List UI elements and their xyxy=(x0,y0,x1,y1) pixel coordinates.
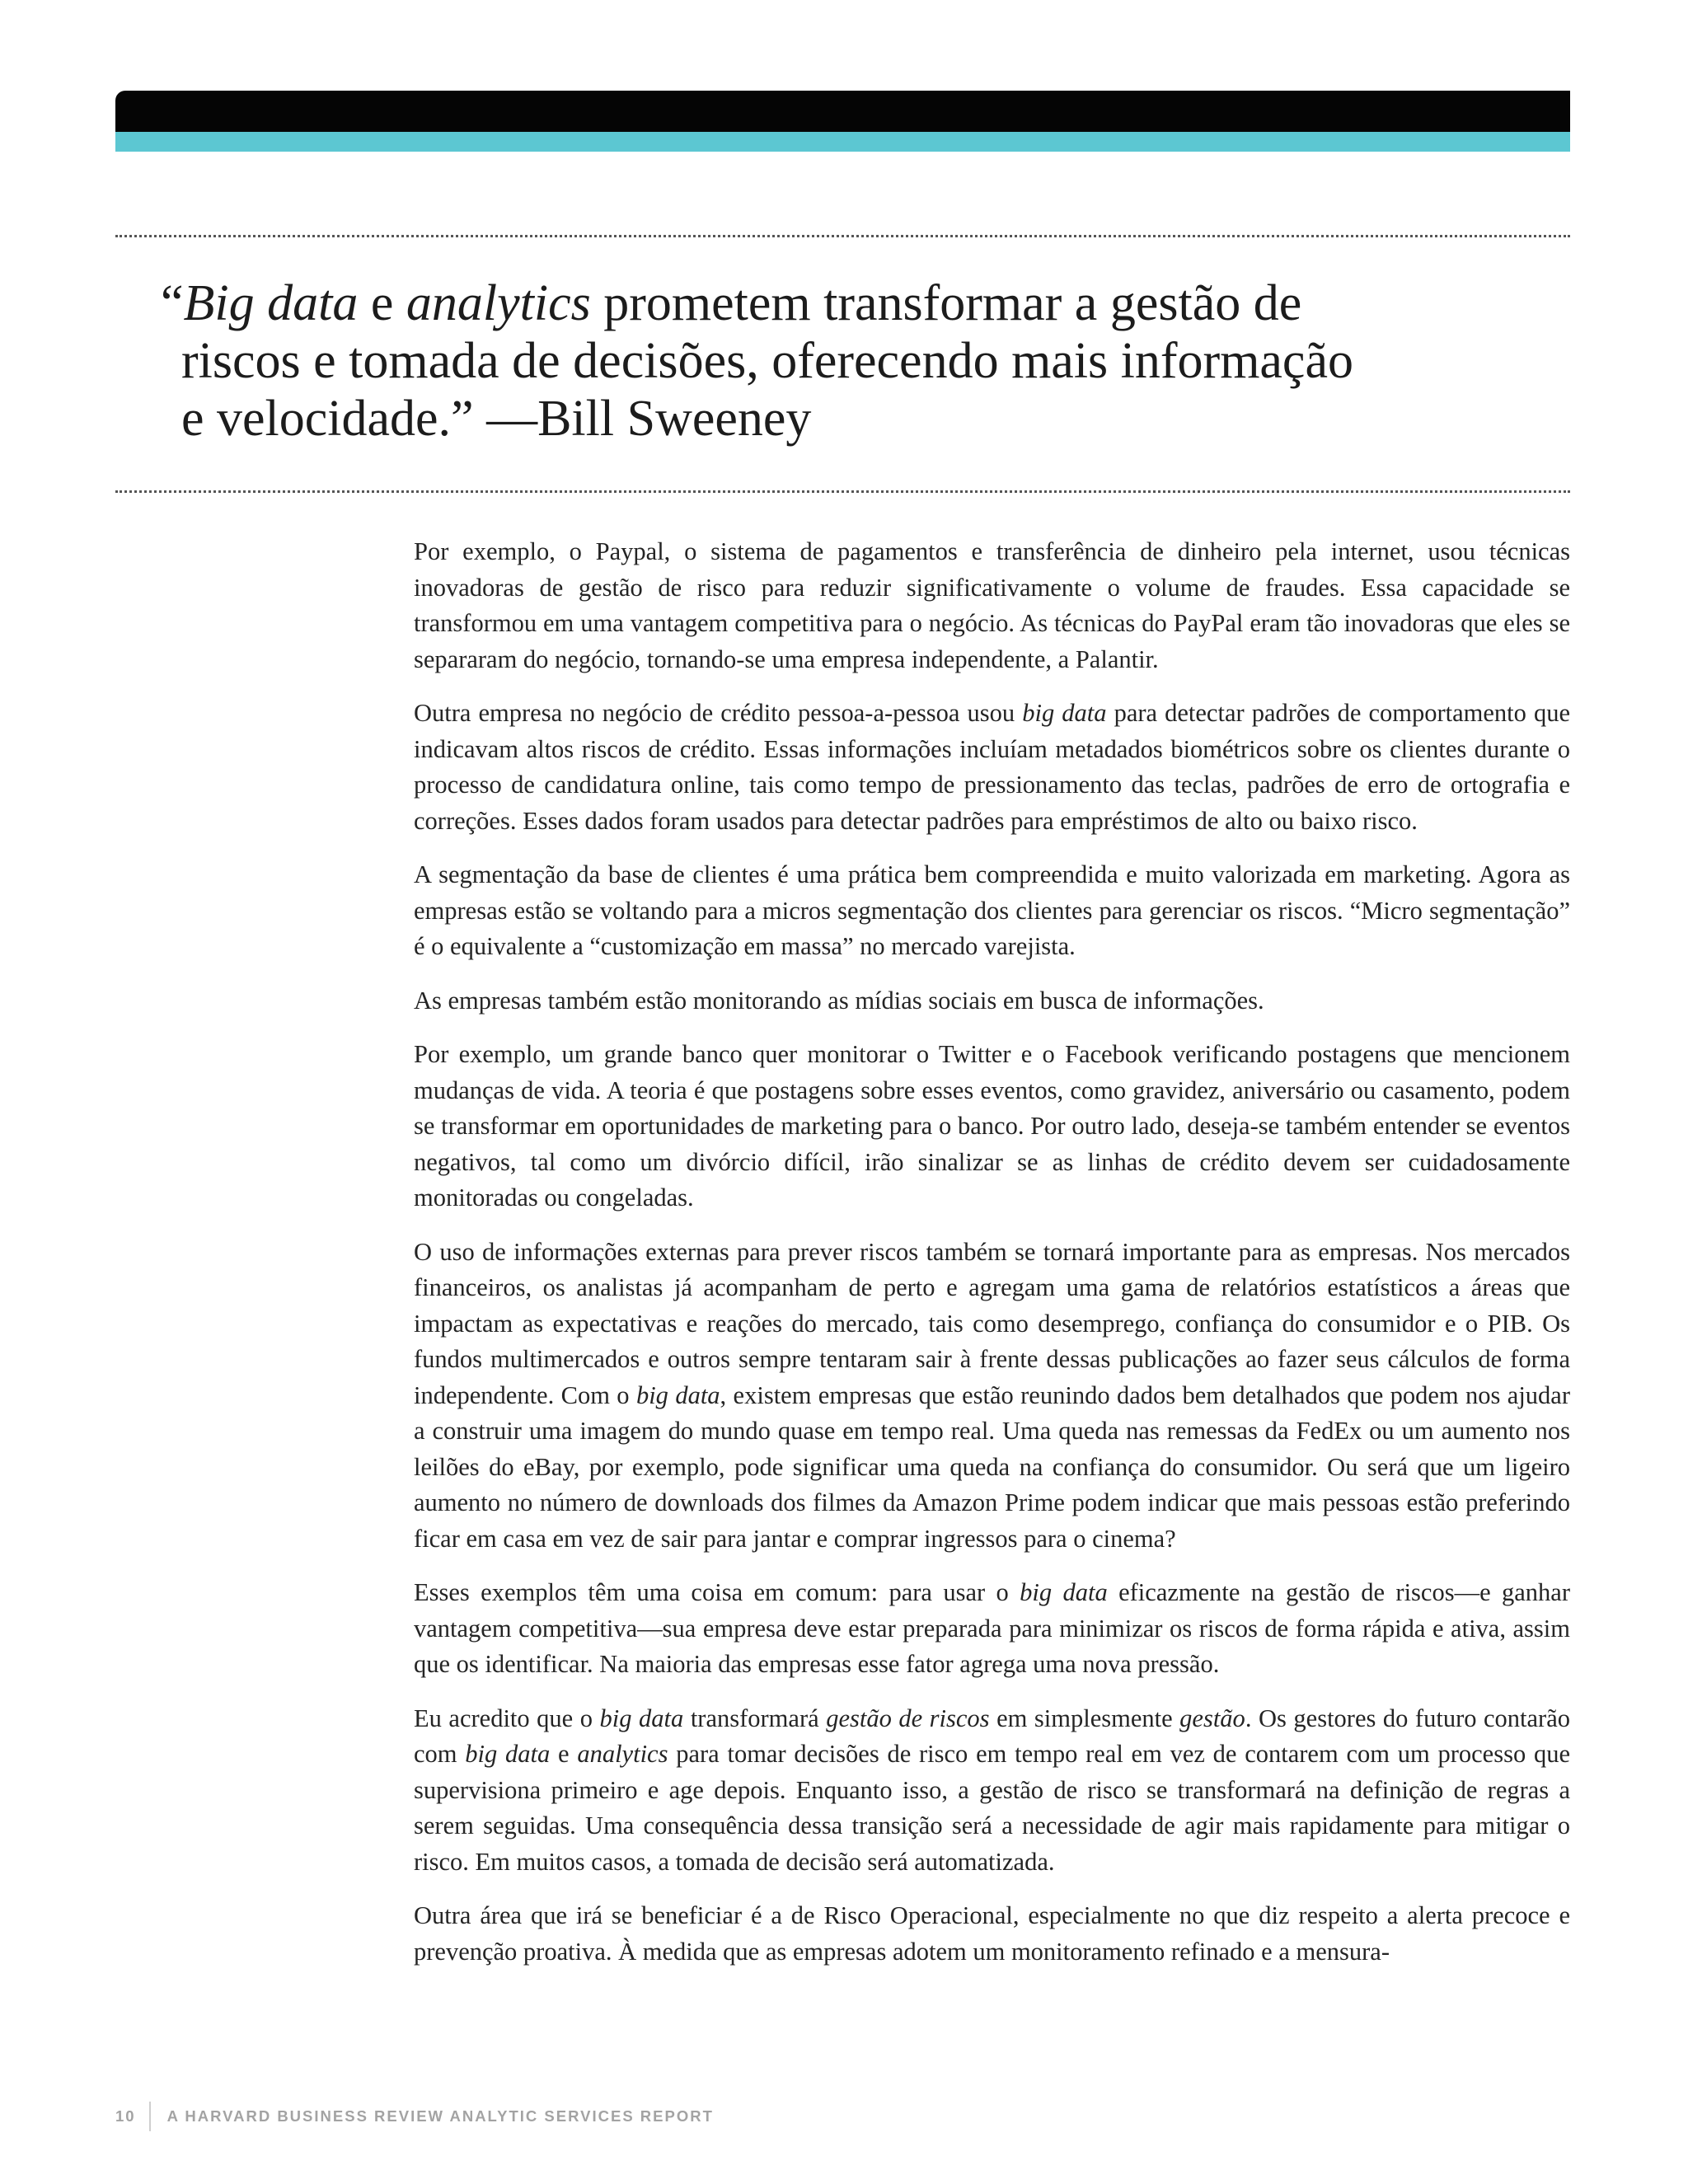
quote-line xyxy=(161,332,1447,390)
body-paragraph xyxy=(414,983,1570,1019)
body-paragraph xyxy=(414,1575,1570,1683)
emphasis-text: big data xyxy=(599,1704,684,1732)
emphasis-text: big data xyxy=(1022,699,1107,727)
quote-bottom-rule xyxy=(115,490,1570,493)
paragraph-text: O uso de informações externas para prever riscos também se tornará importante para as empresas. Nos mercados financeiros, os analistas já acompanham de perto e agregam uma gama de relatórios estatísticos a áreas que impactam as expectativas e reações do mercado, tais como desemprego, confiança do consumidor e o PIB. Os fundos multimercados e outros sempre tentaram sair à frente dessas publicações ao fazer seus cálculos de forma independente. Com o xyxy=(414,1237,1570,1409)
emphasis-text: big data xyxy=(465,1740,551,1768)
paragraph-text: Eu acredito que o xyxy=(414,1704,600,1732)
emphasis-text: gestão xyxy=(1179,1704,1245,1732)
paragraph-text: Esses exemplos têm uma coisa em comum: para usar o xyxy=(414,1578,1020,1606)
body-paragraph xyxy=(414,1037,1570,1216)
paragraph-text: As empresas também estão monitorando as mídias sociais em busca de informações. xyxy=(414,986,1264,1015)
paragraph-text: . Os gestores do futuro contarão com xyxy=(414,1704,1571,1768)
quote-line xyxy=(161,274,1447,332)
header-bar-teal xyxy=(115,132,1570,152)
body-paragraph xyxy=(414,1898,1570,1970)
article-body xyxy=(414,534,1570,1970)
report-label: A HARVARD BUSINESS REVIEW ANALYTIC SERVICES REPORT xyxy=(166,2107,714,2125)
paragraph-text: em simplesmente xyxy=(989,1704,1180,1732)
emphasis-text: big data xyxy=(1020,1578,1108,1606)
paragraph-text: A segmentação da base de clientes é uma prática bem compreendida e muito valorizada em marketing. Agora as empresas estão se voltando para a micros segmentação dos clientes para gerenciar os riscos. “Micro segmentação” é o equivalente a “customização em massa” no mercado varejista. xyxy=(414,860,1570,960)
quote-text: e xyxy=(358,275,406,331)
quote-italic-text: analytics xyxy=(406,275,591,331)
paragraph-text: e xyxy=(550,1740,578,1768)
paragraph-text: para detectar padrões de comportamento que indicavam altos riscos de crédito. Essas informações incluíam metadados biométricos sobre os clientes durante o processo de candidatura online, tais como tempo de pressionamento das teclas, padrões de erro de ortografia e correções. Esses dados foram usados para detectar padrões para empréstimos de alto ou baixo risco. xyxy=(414,699,1571,835)
quote-text: e velocidade.” —Bill Sweeney xyxy=(181,391,812,447)
paragraph-text: Por exemplo, o Paypal, o sistema de pagamentos e transferência de dinheiro pela internet, usou técnicas inovadoras de gestão de risco para reduzir significativamente o volume de fraudes. Essa capacidade se transformou em uma vantagem competitiva para o negócio. As técnicas do PayPal eram tão inovadoras que eles se separaram do negócio, tornando-se uma empresa independente, a Palantir. xyxy=(414,537,1570,673)
paragraph-text: , existem empresas que estão reunindo dados bem detalhados que podem nos ajudar a construir uma imagem do mundo quase em tempo real. Uma queda nas remessas da FedEx ou um aumento nos leilões do eBay, por exemplo, pode significar uma queda na confiança do consumidor. Ou será que um ligeiro aumento no número de downloads dos filmes da Amazon Prime podem indicar que mais pessoas estão preferindo ficar em casa em vez de sair para jantar e comprar ingressos para o cinema? xyxy=(414,1380,1570,1553)
quote-text: “ xyxy=(161,275,184,331)
body-paragraph xyxy=(414,534,1570,677)
body-paragraph xyxy=(414,696,1570,839)
header-bar-black xyxy=(115,91,1570,134)
quote-text: prometem transformar a gestão de xyxy=(590,275,1302,331)
pull-quote xyxy=(161,274,1447,448)
quote-text: riscos e tomada de decisões, oferecendo mais informação xyxy=(181,333,1353,389)
quote-top-rule xyxy=(115,235,1570,237)
page-number: 10 xyxy=(115,2107,136,2125)
quote-italic-text: Big data xyxy=(183,275,359,331)
footer-divider xyxy=(149,2102,151,2131)
emphasis-text: big data xyxy=(635,1380,720,1409)
paragraph-text: Outra área que irá se beneficiar é a de Risco Operacional, especialmente no que diz respeito a alerta precoce e prevenção proativa. À medida que as empresas adotem um monitoramento refinado e a mensura- xyxy=(414,1901,1570,1966)
body-paragraph xyxy=(414,1235,1570,1558)
body-paragraph xyxy=(414,857,1570,965)
emphasis-text: analytics xyxy=(577,1740,668,1768)
emphasis-text: gestão de riscos xyxy=(826,1704,990,1732)
paragraph-text: transformará xyxy=(683,1704,827,1732)
paragraph-text: para tomar decisões de risco em tempo real em vez de contarem com um processo que supervisiona primeiro e age depois. Enquanto isso, a gestão de risco se transformará na definição de regras a serem seguidas. Uma consequência dessa transição será a necessidade de agir mais rapidamente para mitigar o risco. Em muitos casos, a tomada de decisão será automatizada. xyxy=(414,1740,1570,1876)
paragraph-text: eficazmente na gestão de riscos—e ganhar vantagem competitiva—sua empresa deve estar preparada para minimizar os riscos de forma rápida e ativa, assim que os identificar. Na maioria das empresas esse fator agrega uma nova pressão. xyxy=(414,1578,1570,1678)
quote-line xyxy=(161,390,1447,448)
paragraph-text: Por exemplo, um grande banco quer monitorar o Twitter e o Facebook verificando postagens que mencionem mudanças de vida. A teoria é que postagens sobre esses eventos, como gravidez, aniversário ou casamento, podem se transformar em oportunidades de marketing para o banco. Por outro lado, deseja-se também entender se eventos negativos, tal como um divórcio difícil, irão sinalizar se as linhas de crédito devem ser cuidadosamente monitoradas ou congeladas. xyxy=(414,1040,1570,1212)
page-footer xyxy=(115,2102,714,2131)
body-paragraph xyxy=(414,1701,1570,1881)
paragraph-text: Outra empresa no negócio de crédito pessoa-a-pessoa usou xyxy=(414,699,1023,727)
